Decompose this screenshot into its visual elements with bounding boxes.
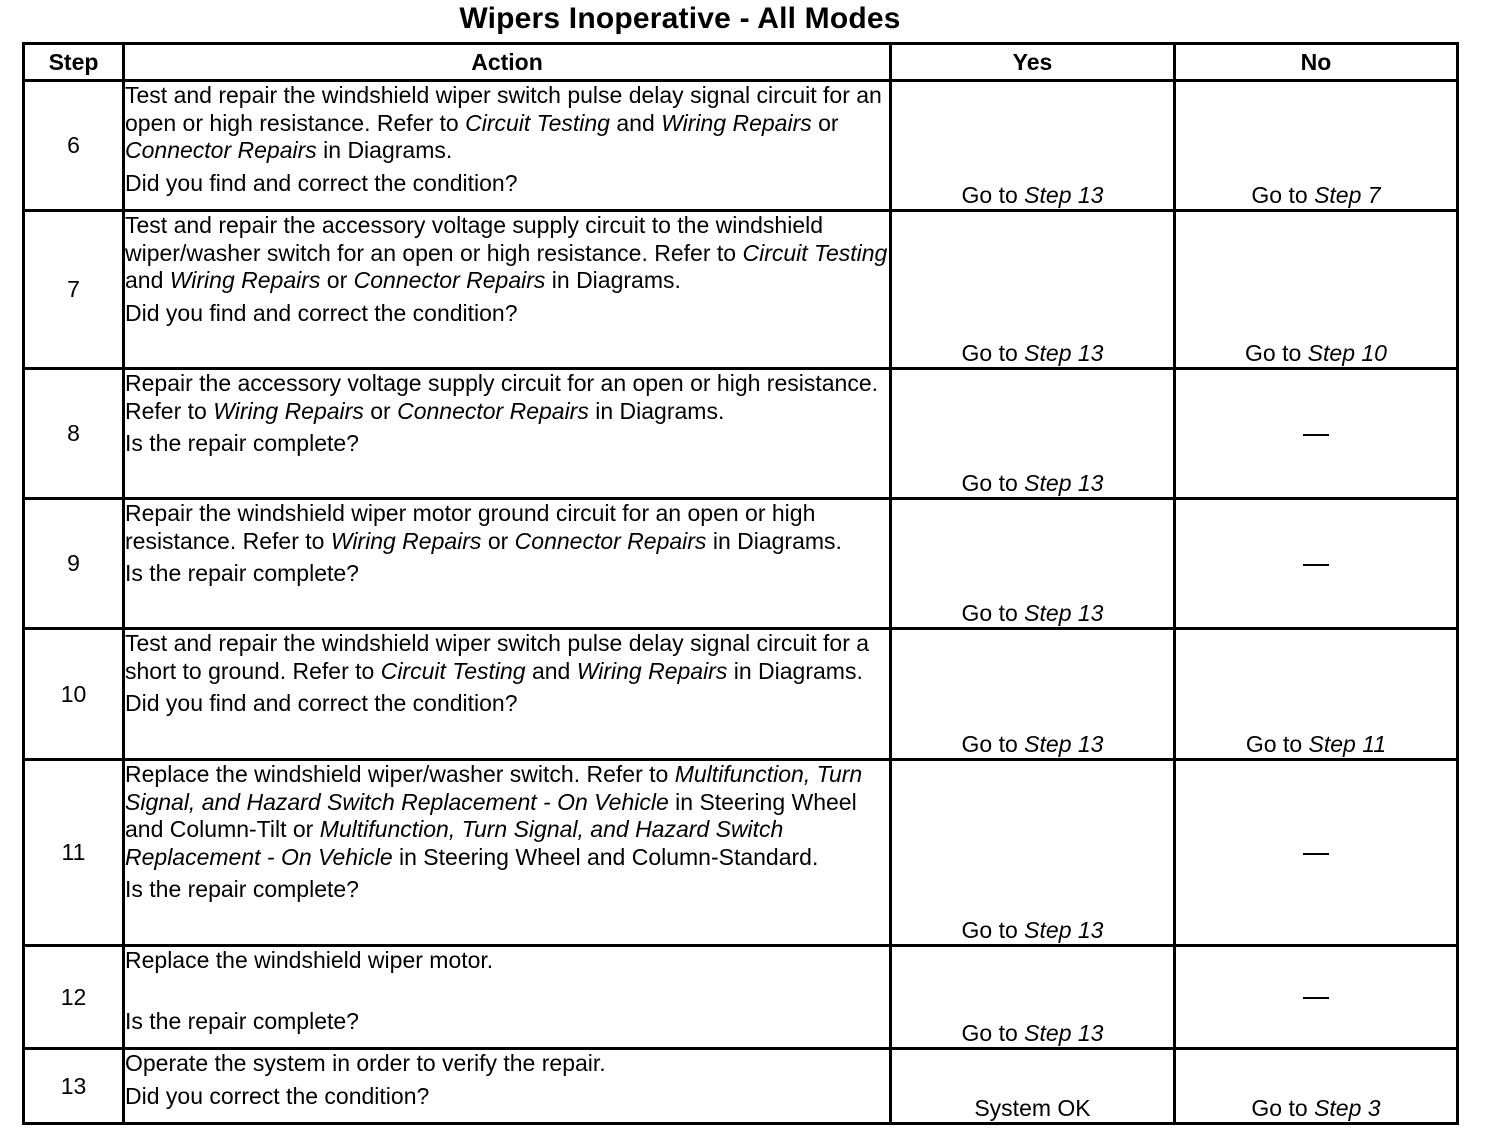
action-text: or (811, 109, 839, 136)
header-step: Step (24, 44, 124, 81)
step-reference: Step 10 (1307, 340, 1387, 366)
reference-text: Circuit Testing (465, 109, 610, 136)
action-text: Replace the windshield wiper/washer switch. Refer to (125, 761, 675, 787)
header-yes: Yes (891, 44, 1175, 81)
reference-text: Multifunction, Turn Signal, and Hazard Switch Replacement - On Vehicle (125, 761, 863, 815)
yes-result (891, 760, 1175, 946)
action-text: Test and repair the accessory voltage supply circuit to the windshield wiper/washer switch for an open or high resistance. Refer to (125, 212, 824, 266)
action-text: in Steering Wheel and Column-Standard. (392, 843, 819, 870)
header-row (24, 44, 1458, 81)
action-text: Repair the accessory voltage supply circuit for an open or high resistance. Refer to (125, 370, 879, 424)
step-reference: Step 13 (1024, 1020, 1104, 1046)
action-text: or (481, 527, 515, 554)
reference-text: Connector Repairs (397, 397, 589, 424)
table-row (24, 81, 1458, 211)
result-text: Go to (961, 1020, 1025, 1046)
step-number: 9 (24, 499, 124, 629)
action-description (125, 370, 889, 425)
result-text: Go to (961, 340, 1025, 366)
action-description (125, 500, 889, 555)
action-description (125, 212, 889, 295)
reference-text: Wiring Repairs (576, 657, 728, 684)
step-reference: Step 3 (1314, 1095, 1381, 1121)
reference-text: Wiring Repairs (330, 527, 482, 554)
result-text: Go to (961, 917, 1025, 943)
table-row (24, 369, 1458, 499)
yes-result (891, 499, 1175, 629)
action-text: in Steering Wheel and Column-Tilt or (125, 788, 857, 842)
step-number: 13 (24, 1049, 124, 1124)
action-cell (124, 499, 891, 629)
action-cell (124, 81, 891, 211)
action-description (125, 630, 889, 685)
table-row (24, 760, 1458, 946)
table-row (24, 1049, 1458, 1124)
result-text: Go to (1251, 1095, 1315, 1121)
action-cell (124, 629, 891, 760)
step-reference: Step 13 (1024, 731, 1104, 757)
not-applicable-dash (1303, 434, 1329, 436)
result-text: Go to (1251, 182, 1315, 208)
no-result (1175, 946, 1458, 1049)
yes-result (891, 946, 1175, 1049)
yes-result (891, 369, 1175, 499)
action-question: Did you find and correct the condition? (125, 299, 518, 326)
header-no: No (1175, 44, 1458, 81)
no-result (1175, 369, 1458, 499)
reference-text: Connector Repairs (514, 527, 707, 554)
action-question: Is the repair complete? (125, 1007, 359, 1034)
action-cell (124, 369, 891, 499)
action-text: in Diagrams. (316, 137, 453, 163)
action-text: in Diagrams. (706, 527, 842, 554)
not-applicable-dash (1303, 564, 1329, 566)
result-text: Go to (961, 182, 1025, 208)
step-number: 7 (24, 211, 124, 369)
no-result (1175, 211, 1458, 369)
action-description (125, 1050, 889, 1078)
action-cell (124, 760, 891, 946)
action-question: Is the repair complete? (125, 876, 359, 902)
reference-text: Circuit Testing (742, 239, 888, 266)
action-text: Operate the system in order to verify the repair. (125, 1050, 606, 1076)
table-row (24, 211, 1458, 369)
result-text: Go to (1245, 731, 1309, 757)
no-result (1175, 81, 1458, 211)
step-reference: Step 11 (1308, 731, 1387, 757)
action-question: Did you find and correct the condition? (125, 169, 518, 196)
not-applicable-dash (1303, 853, 1329, 855)
step-reference: Step 13 (1024, 917, 1104, 943)
action-cell (124, 1049, 891, 1124)
result-text: Go to (961, 731, 1025, 757)
reference-text: Multifunction, Turn Signal, and Hazard Switch Replacement - On Vehicle (125, 816, 784, 870)
yes-result (891, 211, 1175, 369)
action-text: in Diagrams. (545, 267, 681, 293)
yes-result (891, 629, 1175, 760)
reference-text: Wiring Repairs (213, 397, 364, 424)
no-result (1175, 760, 1458, 946)
action-text: and (125, 267, 170, 293)
not-applicable-dash (1303, 997, 1329, 999)
step-number: 12 (24, 946, 124, 1049)
step-reference: Step 13 (1024, 182, 1104, 208)
action-description (125, 761, 889, 871)
action-text: Test and repair the windshield wiper switch pulse delay signal circuit for an open or high resistance. Refer to (125, 82, 882, 136)
yes-result (891, 1049, 1175, 1124)
action-question: Is the repair complete? (125, 430, 359, 456)
action-text: Test and repair the windshield wiper switch pulse delay signal circuit for a short to ground. Refer to (125, 630, 870, 684)
action-question: Did you correct the condition? (125, 1082, 430, 1109)
action-question: Is the repair complete? (125, 560, 359, 586)
action-text: Replace the windshield wiper motor. (125, 947, 494, 973)
result-text: Go to (961, 470, 1025, 496)
step-number: 11 (24, 760, 124, 946)
step-reference: Step 13 (1024, 470, 1104, 496)
header-action: Action (124, 44, 891, 81)
table-row (24, 499, 1458, 629)
reference-text: Wiring Repairs (661, 109, 812, 136)
step-reference: Step 13 (1024, 600, 1104, 626)
result-text: Go to (1245, 340, 1308, 366)
step-reference: Step 7 (1314, 182, 1381, 208)
action-text: in Diagrams. (727, 657, 863, 684)
action-text: and (609, 109, 662, 136)
action-description (125, 82, 889, 165)
action-description (125, 947, 889, 975)
action-cell (124, 211, 891, 369)
action-text: or (320, 267, 354, 293)
result-text: System OK (974, 1095, 1091, 1121)
action-text: Repair the windshield wiper motor ground circuit for an open or high resistance. Refer to (125, 500, 816, 554)
reference-text: Wiring Repairs (169, 267, 321, 293)
reference-text: Connector Repairs (353, 267, 546, 293)
table-row (24, 629, 1458, 760)
yes-result (891, 81, 1175, 211)
diagnostic-table (22, 42, 1459, 1125)
no-result (1175, 629, 1458, 760)
action-cell (124, 946, 891, 1049)
step-reference: Step 13 (1024, 340, 1104, 366)
action-text: and (525, 657, 577, 684)
step-number: 6 (24, 81, 124, 211)
no-result (1175, 499, 1458, 629)
no-result (1175, 1049, 1458, 1124)
reference-text: Circuit Testing (380, 657, 526, 684)
action-text: in Diagrams. (588, 397, 725, 424)
step-number: 8 (24, 369, 124, 499)
action-text: or (363, 397, 398, 424)
action-question: Did you find and correct the condition? (125, 690, 518, 716)
table-row (24, 946, 1458, 1049)
result-text: Go to (961, 600, 1025, 626)
document-title: Wipers Inoperative - All Modes (459, 2, 901, 35)
reference-text: Connector Repairs (125, 137, 317, 163)
step-number: 10 (24, 629, 124, 760)
